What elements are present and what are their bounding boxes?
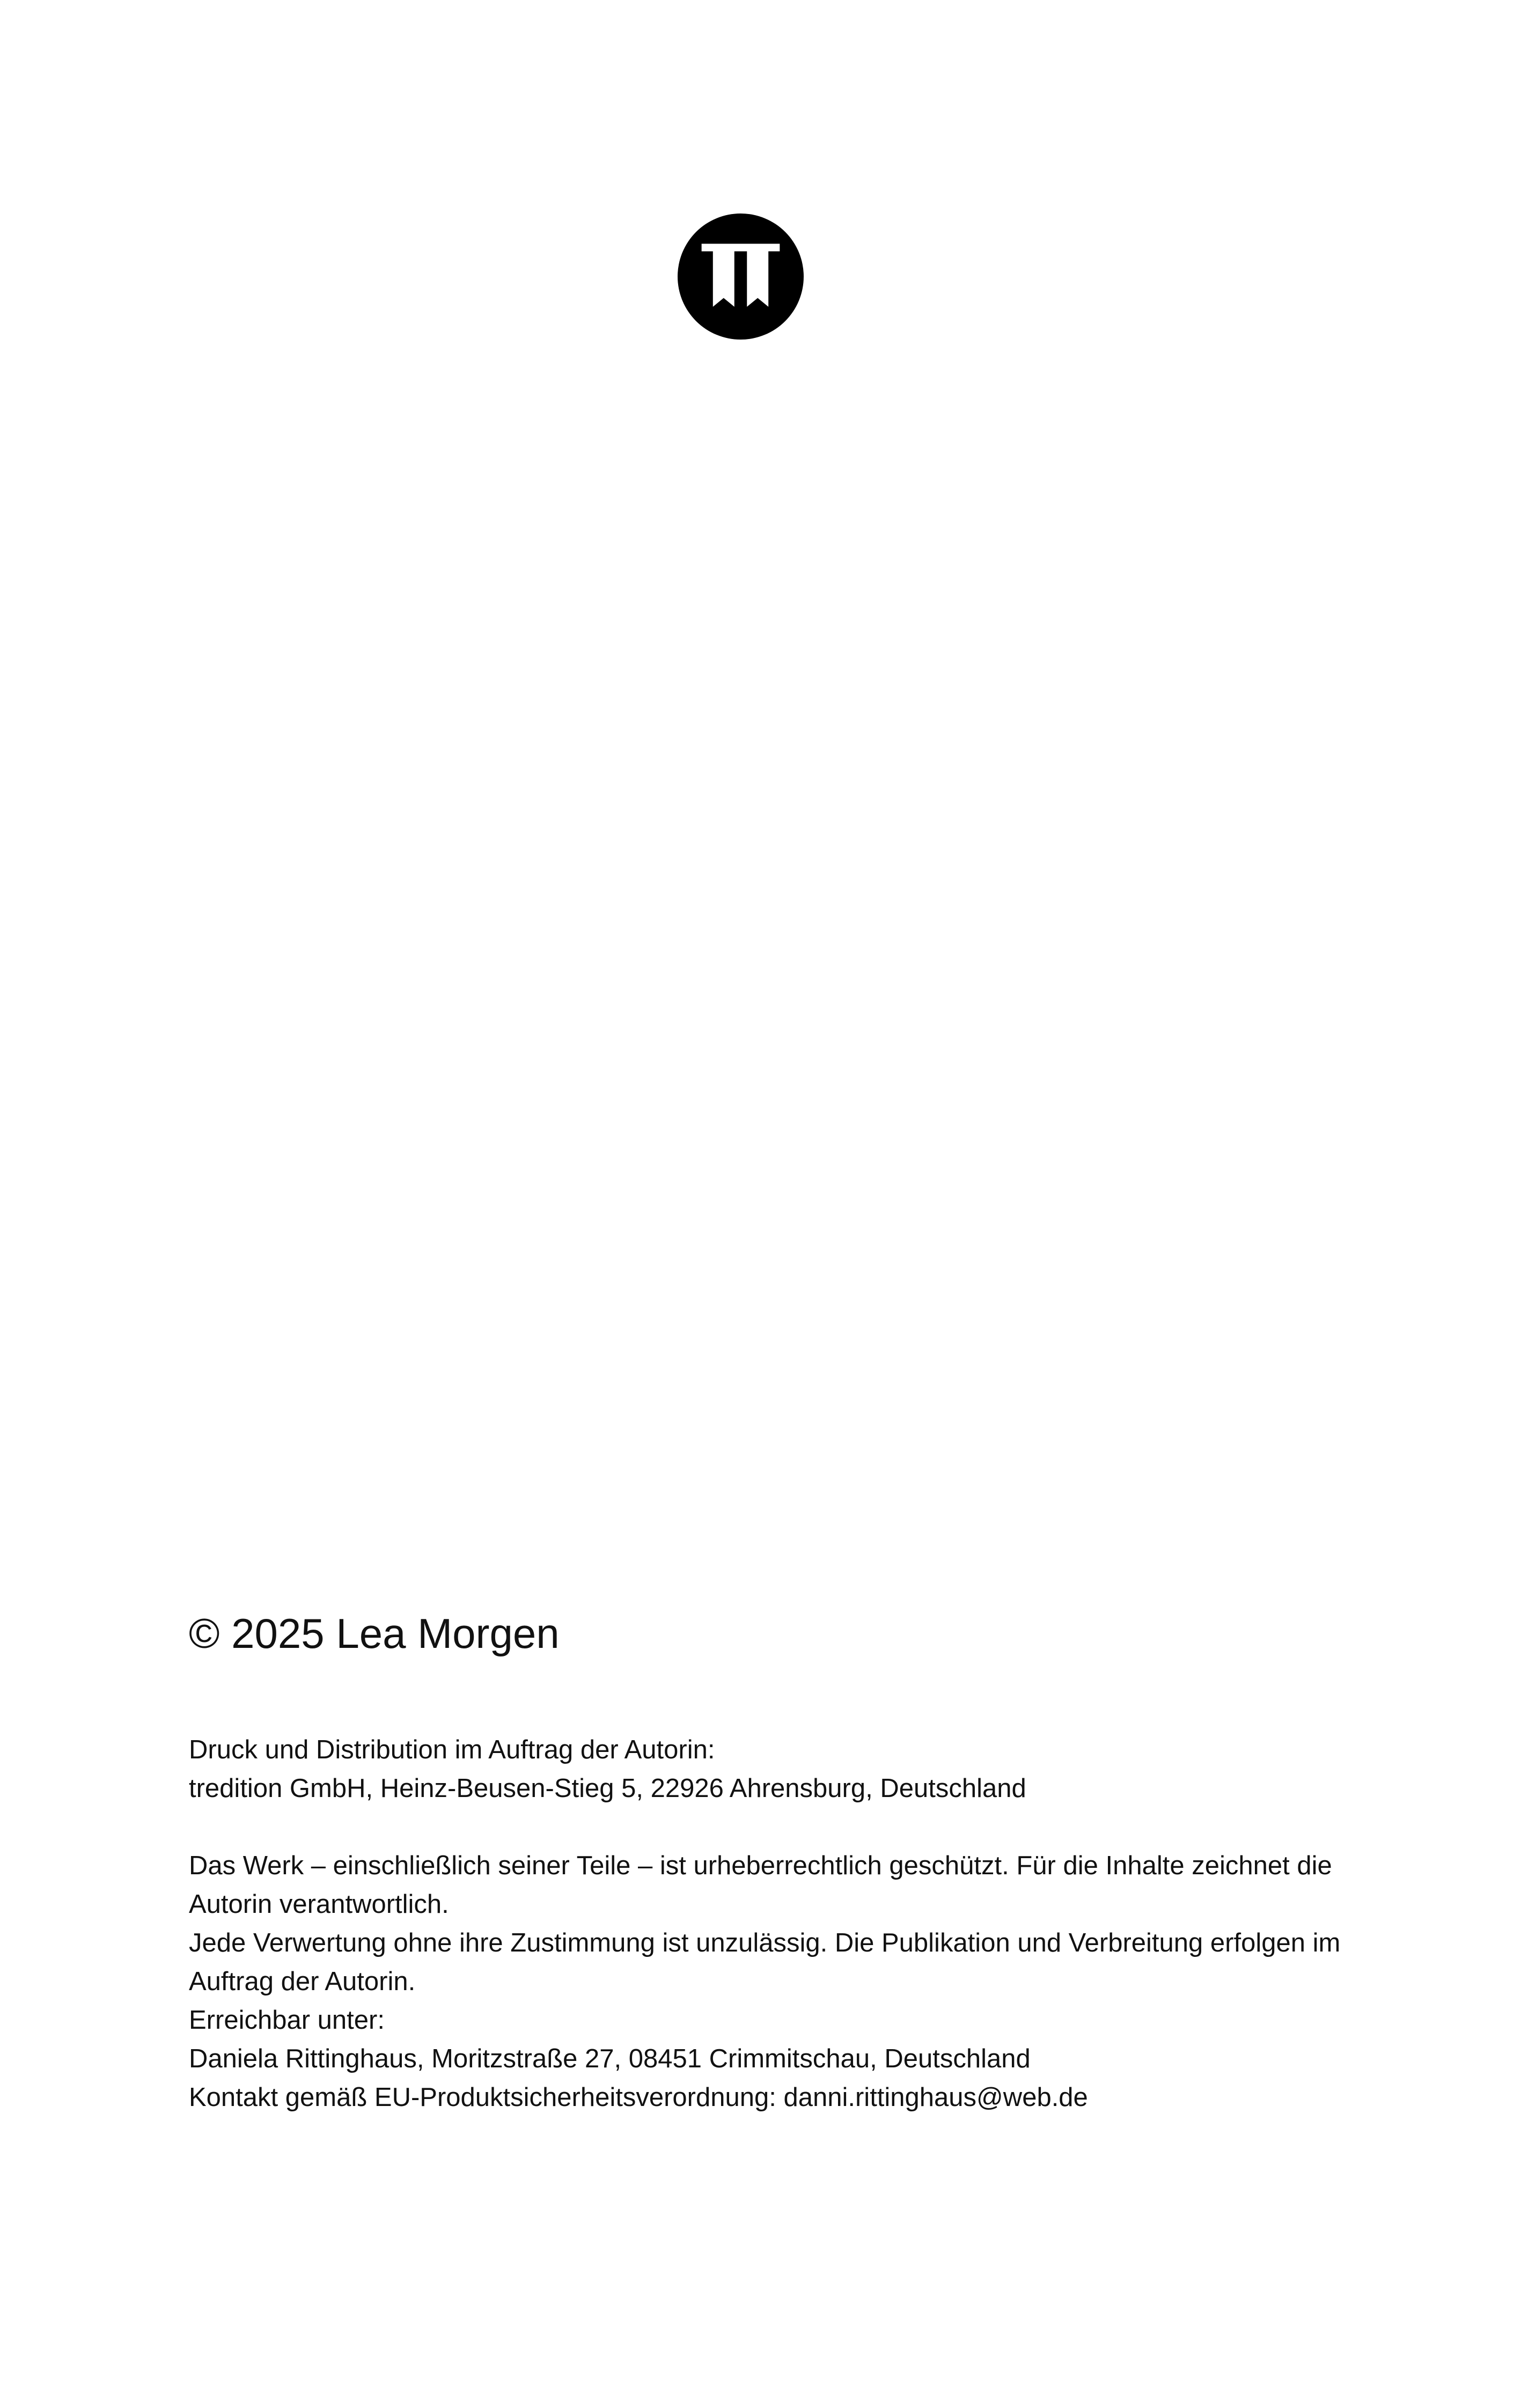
safety-contact-email: Kontakt gemäß EU-Produktsicherheitsverordnung: danni.rittinghaus@web.de [189, 2083, 1088, 2112]
imprint-text [189, 1730, 1341, 2117]
paragraph-gap [189, 1808, 1332, 1846]
tredition-logo-icon [678, 213, 804, 340]
copyright-statement-line-2: Autorin verantwortlich. [189, 1890, 449, 1919]
publisher-address: tredition GmbH, Heinz-Beusen-Stieg 5, 22926 Ahrensburg, Deutschland [189, 1774, 1026, 1803]
usage-statement-line-2: Auftrag der Autorin. [189, 1967, 416, 1996]
usage-statement-line-1: Jede Verwertung ohne ihre Zustimmung ist unzulässig. Die Publikation und Verbreitung erfolgen im [189, 1928, 1341, 1957]
copyright-notice: © 2025 Lea Morgen [189, 1610, 560, 1657]
author-address: Daniela Rittinghaus, Moritzstraße 27, 08451 Crimmitschau, Deutschland [189, 2044, 1031, 2073]
copyright-statement-line-1: Das Werk – einschließlich seiner Teile – ist urheberrechtlich geschützt. Für die Inhalte zeichnet die [189, 1851, 1332, 1880]
print-distribution-label: Druck und Distribution im Auftrag der Autorin: [189, 1735, 715, 1764]
contact-label: Erreichbar unter: [189, 2006, 385, 2035]
